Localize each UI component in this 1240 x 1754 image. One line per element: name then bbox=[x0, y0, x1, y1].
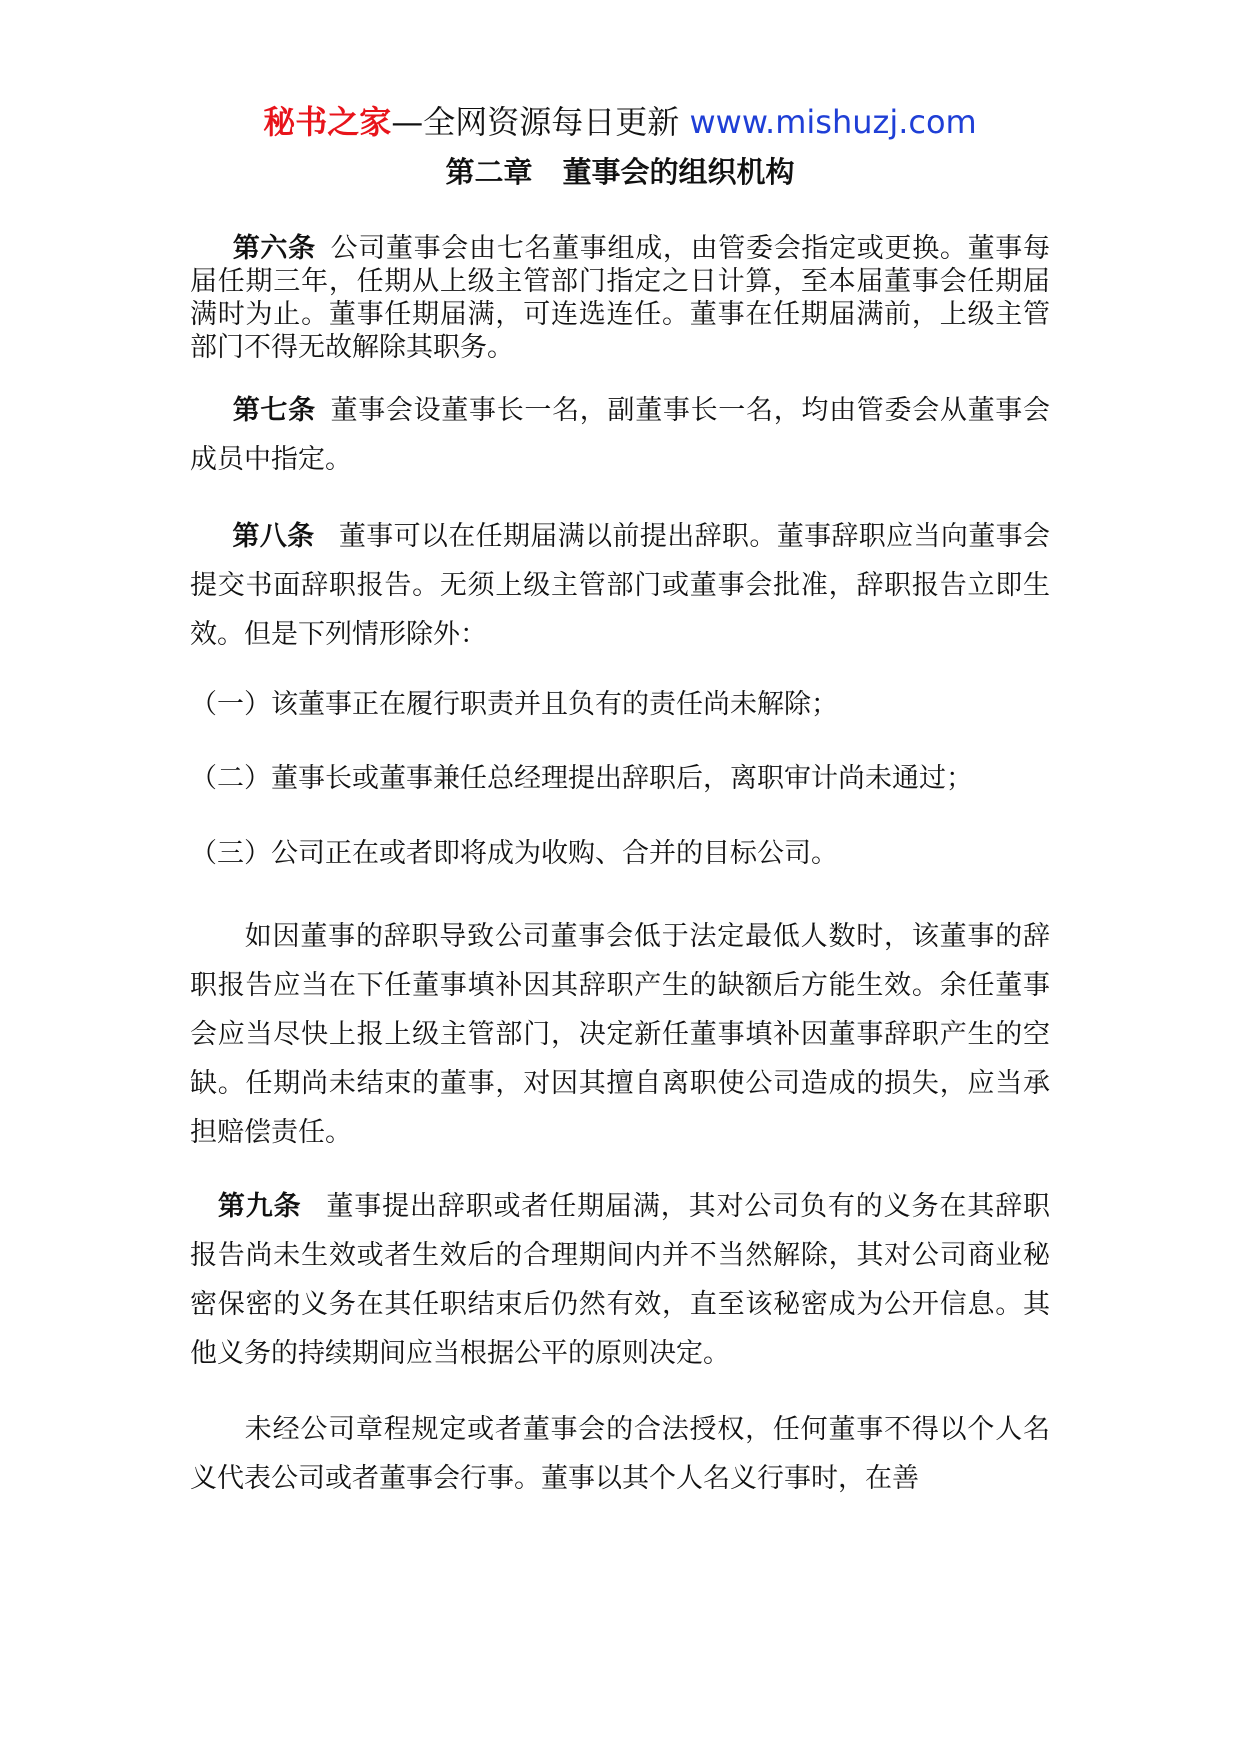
list-item: （二）董事长或董事兼任总经理提出辞职后，离职审计尚未通过； bbox=[190, 763, 973, 794]
site-url-link[interactable]: www.mishuzj.com bbox=[689, 103, 977, 141]
article-6-text: 公司董事会由七名董事组成，由管委会指定或更换。董事每届任期三年，任期从上级主管部门指定之日计算，至本届董事会任期届满时为止。董事任期届满，可连选连任。董事在任期届满前，上级主管部门不得无故解除其职务。 bbox=[190, 233, 1051, 363]
article-6-label: 第六条 bbox=[232, 233, 316, 264]
article-7-paragraph bbox=[190, 386, 1050, 484]
header-slogan: —全网资源每日更新 bbox=[391, 103, 680, 141]
article-8-text: 董事可以在任期届满以前提出辞职。董事辞职应当向董事会提交书面辞职报告。无须上级主管部门或董事会批准，辞职报告立即生效。但是下列情形除外： bbox=[190, 521, 1051, 650]
watermark-header bbox=[0, 100, 1240, 144]
article-8-followup-text: 如因董事的辞职导致公司董事会低于法定最低人数时，该董事的辞职报告应当在下任董事填补因其辞职产生的缺额后方能生效。余任董事会应当尽快上报上级主管部门，决定新任董事填补因董事辞职产生的空缺。任期尚未结束的董事，对因其擅自离职使公司造成的损失，应当承担赔偿责任。 bbox=[190, 921, 1050, 1148]
article-6-paragraph bbox=[190, 232, 1050, 364]
chapter-title: 董事会的组织机构 bbox=[562, 155, 795, 189]
article-8-paragraph bbox=[190, 512, 1050, 659]
list-item: （三）公司正在或者即将成为收购、合并的目标公司。 bbox=[190, 838, 838, 869]
article-9-paragraph bbox=[190, 1182, 1050, 1378]
article-8-followup-paragraph bbox=[190, 912, 1050, 1157]
brand-name: 秘书之家 bbox=[263, 103, 392, 141]
article-7-text: 董事会设董事长一名，副董事长一名，均由管委会从董事会成员中指定。 bbox=[190, 395, 1051, 475]
chapter-heading bbox=[0, 152, 1240, 192]
article-9-label: 第九条 bbox=[217, 1191, 302, 1222]
article-7-label: 第七条 bbox=[232, 395, 316, 426]
list-item: （一）该董事正在履行职责并且负有的责任尚未解除； bbox=[190, 689, 838, 720]
article-9-followup-text: 未经公司章程规定或者董事会的合法授权，任何董事不得以个人名义代表公司或者董事会行事。董事以其个人名义行事时，在善 bbox=[190, 1414, 1050, 1494]
article-9-text: 董事提出辞职或者任期届满，其对公司负有的义务在其辞职报告尚未生效或者生效后的合理期间内并不当然解除，其对公司商业秘密保密的义务在其任职结束后仍然有效，直至该秘密成为公开信息。其他义务的持续期间应当根据公平的原则决定。 bbox=[190, 1191, 1051, 1369]
chapter-number: 第二章 bbox=[445, 155, 533, 189]
article-9-followup-paragraph bbox=[190, 1405, 1050, 1503]
article-8-label: 第八条 bbox=[232, 521, 315, 552]
